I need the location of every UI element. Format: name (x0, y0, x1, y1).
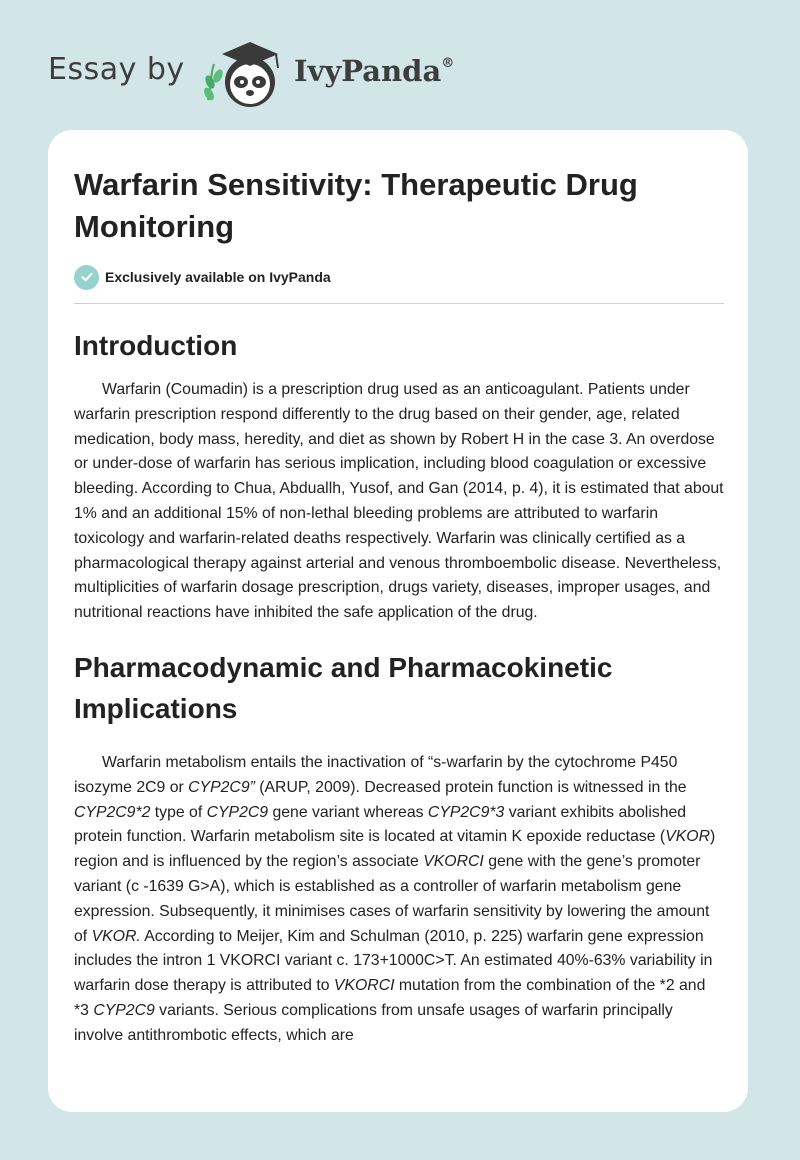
paragraph-introduction-text: Warfarin (Coumadin) is a prescription drug used as an anticoagulant. Patients under warfarin prescription respond differently to the drug based on their gender, age, related medication, body mass, heredity, and diet as shown by Robert H in the case 3. An overdose or under-dose of warfarin has serious implication, including blood coagulation or excessive bleeding. According to Chua, Abduallh, Yusof, and Gan (2014, p. 4), it is estimated that about 1% and an additional 15% of non-lethal bleeding problems are attributed to warfarin toxicology and warfarin-related deaths respectively. Warfarin was clinically certified as a pharmacological therapy against arterial and venous thromboembolic disease. Nevertheless, multiplicities of warfarin dosage prescription, drugs variety, diseases, improper usages, and nutritional reactions have inhibited the safe application of the drug. (74, 381, 724, 622)
paragraph-text-run: ) region and is influenced by the region’s associate (74, 828, 716, 871)
italic-gene-term: VKORCI (333, 977, 395, 995)
paragraph-text-run: mutation from the combination of the *2 and *3 (74, 977, 706, 1019)
brand-name-text: IvyPanda (294, 54, 442, 88)
paragraph-text-run: Warfarin metabolism entails the inactivation of “s-warfarin by the cytochrome P450 isozyme 2C9 or (74, 753, 678, 796)
italic-gene-term: CYP2C9*3 (427, 803, 505, 821)
paragraph-text-run: type of (150, 803, 207, 821)
brand-prefix: Essay by (48, 52, 185, 87)
article-card (48, 130, 748, 1112)
article-content (74, 164, 724, 1049)
italic-gene-term: VKOR. (91, 927, 141, 945)
paragraph-introduction (74, 378, 724, 626)
italic-gene-term: CYP2C9 (206, 803, 269, 821)
divider (74, 303, 724, 304)
panda-graduate-logo-icon[interactable] (200, 38, 292, 110)
italic-gene-term: VKOR (665, 828, 710, 846)
italic-gene-term: VKORCI (423, 853, 484, 871)
section-heading-pharmacodynamic: Pharmacodynamic and Pharmacokinetic Implications (74, 651, 613, 724)
paragraph-text-run: variants. Serious complications from unsafe usages of warfarin principally involve antithrombotic effects, which are (74, 1001, 673, 1044)
italic-gene-term: CYP2C9” (188, 778, 255, 796)
italic-gene-term: CYP2C9*2 (74, 803, 151, 821)
italic-gene-term: CYP2C9 (93, 1001, 155, 1019)
badge-text: Exclusively available on IvyPanda (105, 269, 331, 285)
exclusive-badge (74, 264, 724, 290)
brand-name[interactable] (294, 54, 454, 88)
paragraph-pharmacodynamic (74, 751, 724, 1049)
paragraph-text-run: variant exhibits abolished protein function. Warfarin metabolism site is located at vitamin K epoxide reductase ( (74, 803, 687, 846)
site-header (48, 34, 748, 114)
paragraph-text-run: gene variant whereas (268, 803, 428, 821)
article-title: Warfarin Sensitivity: Therapeutic Drug Monitoring (74, 167, 638, 244)
check-circle-icon (74, 265, 99, 290)
trademark-mark: ® (441, 56, 455, 71)
paragraph-text-run: According to Meijer, Kim and Schulman (2010, p. 225) warfarin gene expression includes the intron 1 VKORCI variant c. 173+1000C>T. An estimated 40%-63% variability in warfarin dose therapy is attributed to (74, 927, 713, 995)
paragraph-text-run: gene with the gene’s promoter variant (c -1639 G>A), which is established as a controller of warfarin metabolism gene expression. Subsequently, it minimises cases of warfarin sensitivity by lowering the amount of (74, 853, 710, 945)
section-heading-introduction: Introduction (74, 330, 238, 361)
paragraph-text-run: (ARUP, 2009). Decreased protein function is witnessed in the (254, 778, 687, 796)
